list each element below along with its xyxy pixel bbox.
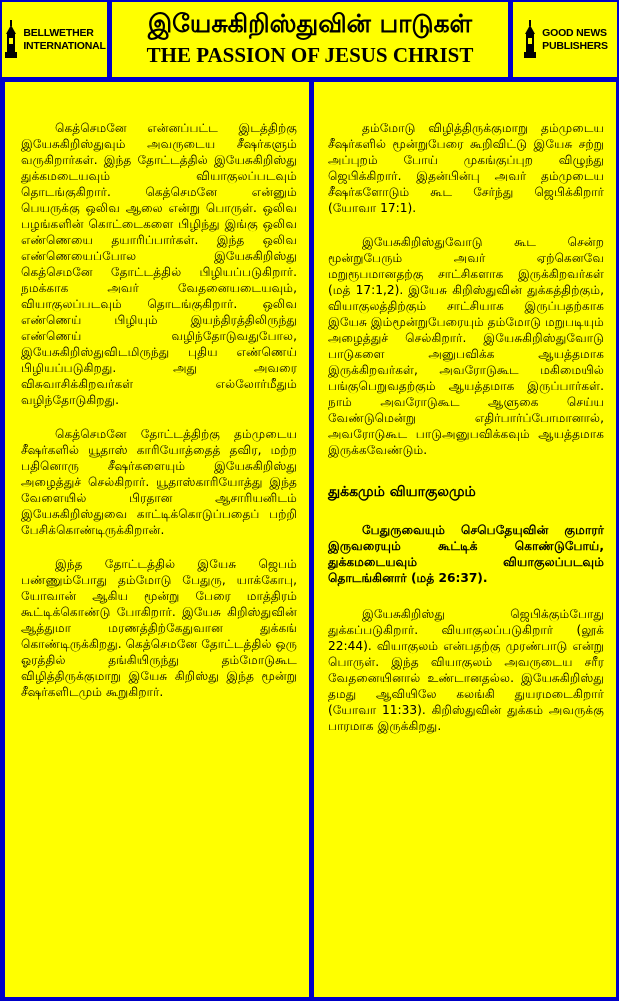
page-title-english: THE PASSION OF JESUS CHRIST (146, 43, 474, 67)
good-news-logo-line2: PUBLISHERS (542, 39, 608, 52)
title-banner (112, 2, 508, 77)
good-news-logo-text (542, 27, 608, 53)
section-heading: துக்கமும் வியாகுலமும் (328, 484, 476, 500)
bellwether-logo-line1: BELLWETHER (23, 26, 94, 39)
bellwether-logo (2, 2, 107, 77)
paragraph: இயேசுகிறிஸ்துவோடு கூட சென்ற மூன்றுபேரும் அவர் ஏற்கெனவே மறுரூபமானதற்கு சாட்சிகளாக இருக்கிறவர்கள் (மத் 17:1,2). இயேசு கிறிஸ்துவின் துக்கத்திற்கும், வியாகுலத்திற்கும் சாட்சியாக இருப்பதற்காக இயேசு இம்மூன்றுபேரையும் தம்மோடு மறுபடியும் அழைத்துச் செல்கிறார். இயேசுகிறிஸ்துவோடு பாடுகளை அனுபவிக்க ஆயத்தமாக இருக்கிறவர்கள், அவரோடுகூட மகிமையில் பங்குபெறுவதற்கும் ஆயத்தமாக இருப்பார்கள். நாம் அவரோடுகூட ஆளுகை செய்ய வேண்டுமென்று எதிர்பார்ப்போமானால், அவரோடுகூட பாடுஅனுபவிக்கவும் ஆயத்தமாக இருக்கவேண்டும். (328, 235, 604, 457)
paragraph: தம்மோடு விழித்திருக்குமாறு தம்முடைய சீஷர்களில் மூன்றுபேரை கூறிவிட்டு இயேசு சற்று அப்புறம் போய் முகங்குப்புற விழுந்து ஜெபிக்கிறார். இதன்பின்பு அவர் தம்முடைய சீஷர்களோடும் கூட சேர்ந்து ஜெபிக்கிறார் (யோவா 17:1). (328, 121, 604, 215)
paragraph: இந்த தோட்டத்தில் இயேசு ஜெபம் பண்ணும்போது தம்மோடு பேதுரு, யாக்கோபு, யோவான் ஆகிய மூன்று பேரை மாத்திரம் கூட்டிக்கொண்டு போகிறார். இயேசு கிறிஸ்துவின் ஆத்துமா மரணத்திற்கேதுவான துக்கங் கொண்டிருக்கிறது. கெத்செமனே தோட்டத்தில் ஒரு ஓரத்தில் தங்கியிருந்து தம்மோடுகூட விழித்திருக்குமாறு இயேசு கிறிஸ்து இந்த மூன்று சீஷர்களிடமும் கூறுகிறார். (21, 557, 297, 699)
bellwether-logo-text (23, 27, 105, 53)
book-tower-icon (522, 20, 538, 60)
bellwether-logo-line2: INTERNATIONAL (23, 39, 106, 52)
paragraph: கெத்செமனே தோட்டத்திற்கு தம்முடைய சீஷர்களில் யூதாஸ் காரியோத்தைத் தவிர, மற்ற பதினொரு சீஷர்களையும் இயேசுகிறிஸ்து அழைத்துச் செல்கிறார். யூதாஸ்காரியோத்து இந்த வேளையில் பிரதான ஆசாரியனிடம் இயேசுகிறிஸ்துவை காட்டிக்கொடுப்பதைப் பற்றி பேசிக்கொண்டிருக்கிறான். (21, 427, 297, 537)
paragraph: கெத்செமனே என்னப்பட்ட இடத்திற்கு இயேசுகிறிஸ்துவும் அவருடைய சீஷர்களும் வருகிறார்கள். இந்த தோட்டத்தில் இயேசுகிறிஸ்து துக்கமடையவும் வியாகுலப்படவும் தொடங்குகிறார். கெத்செமனே என்னும் பெயருக்கு ஒலிவ ஆலை என்று பொருள். ஒலிவ பழங்களின் கொட்டைகளை பிழிந்து இங்கு ஒலிவ எண்ணெயை தயாரிப்பார்கள். இந்த ஒலிவ எண்ணெயைப்போல இயேசுகிறிஸ்து கெத்செமனே தோட்டத்தில் பிழியப்படுகிறார். நமக்காக அவர் வேதனையடையவும், வியாகுலப்படவும் தொடங்குகிறார். ஒலிவ எண்ணெய் பிழியும் இயந்திரத்திலிருந்து எண்ணெய் வழிந்தோடுவதுபோல, இயேசுகிறிஸ்துவிடமிருந்து புதிய எண்ணெய் பிழியப்படுகிறது. அது அவரை விசுவாசிக்கிறவர்கள் எல்லோர்மீதும் வழிந்தோடுகிறது. (21, 121, 297, 407)
good-news-logo-line1: GOOD NEWS (542, 26, 607, 39)
right-column (314, 82, 616, 997)
good-news-logo (513, 2, 617, 77)
left-column (5, 82, 309, 997)
scripture-quote: பேதுருவையும் செபெதேயுவின் குமாரர் இருவரையும் கூட்டிக் கொண்டுபோய், துக்கமடையவும் வியாகுலப்படவும் தொடங்கினார் (மத் 26:37). (328, 523, 604, 585)
page-title-tamil: இயேசுகிறிஸ்துவின் பாடுகள் (147, 9, 473, 38)
paragraph: இயேசுகிறிஸ்து ஜெபிக்கும்போது துக்கப்படுகிறார். வியாகுலப்படுகிறார் (லூக் 22:44). வியாகுலம் என்பதற்கு முரண்பாடு என்று பொருள். இந்த வியாகுலம் அவருடைய சரீர வேதனையினால் உண்டானதல்ல. இயேசுகிறிஸ்து தமது ஆவியிலே கலங்கி துயரமடைகிறார் (யோவா 11:33). கிறிஸ்துவின் துக்கம் அவருக்கு பாரமாக இருக்கிறது. (328, 607, 604, 733)
bell-tower-icon (3, 20, 19, 60)
